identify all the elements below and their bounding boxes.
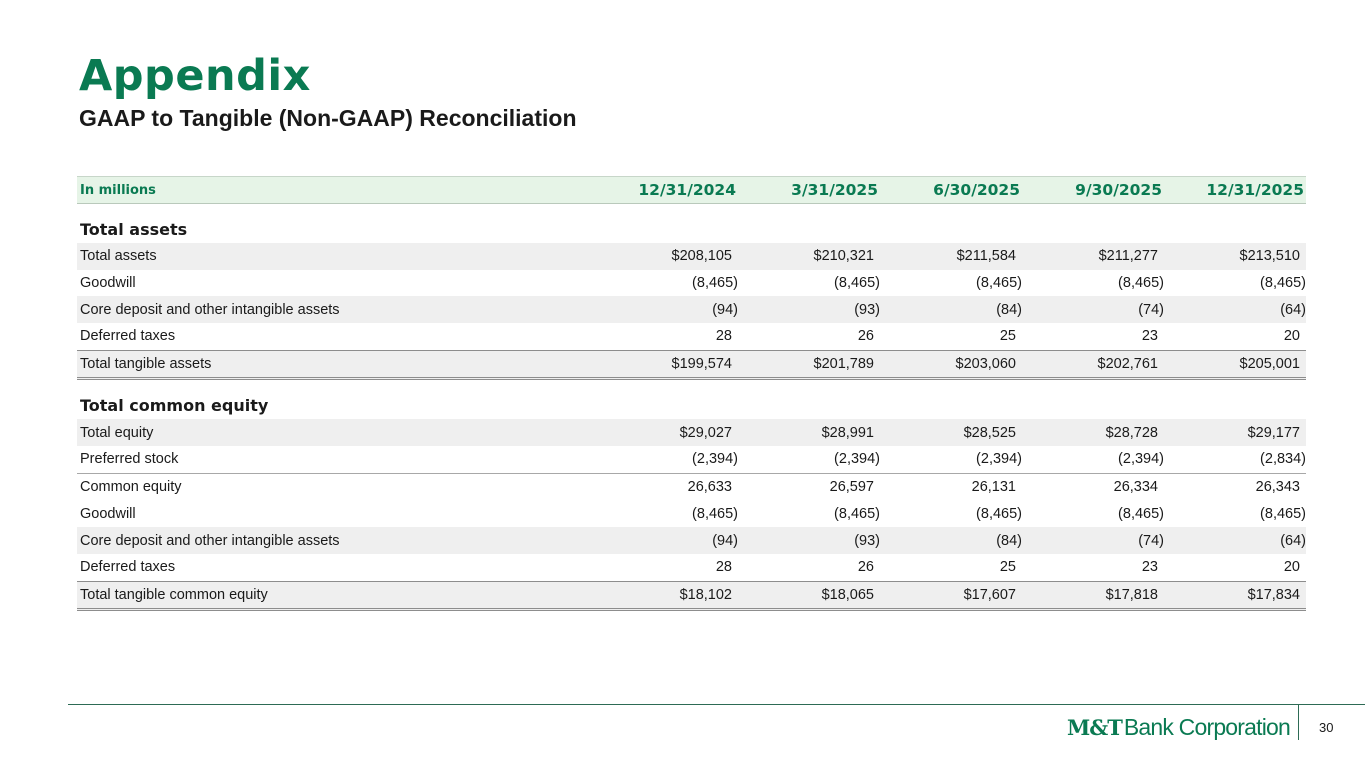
cell: (8,465) bbox=[692, 505, 738, 522]
cell: 28 bbox=[715, 559, 732, 576]
cell: (8,465) bbox=[834, 505, 880, 522]
cell: (8,465) bbox=[976, 505, 1022, 522]
cell: (2,394) bbox=[976, 451, 1022, 468]
cell: $17,818 bbox=[1105, 586, 1158, 603]
column-header: 9/30/2025 bbox=[1075, 181, 1162, 199]
row-label: Total assets bbox=[80, 248, 157, 265]
cell: 23 bbox=[1141, 559, 1158, 576]
row-label: Core deposit and other intangible assets bbox=[80, 532, 340, 549]
cell: (8,465) bbox=[1260, 505, 1306, 522]
page-title: Appendix bbox=[79, 51, 311, 101]
cell: $29,177 bbox=[1247, 424, 1300, 441]
cell: $208,105 bbox=[671, 248, 732, 265]
row-label: Core deposit and other intangible assets bbox=[80, 301, 340, 318]
total-row bbox=[77, 350, 1306, 381]
row-label: Preferred stock bbox=[80, 451, 179, 468]
table-row bbox=[77, 243, 1306, 270]
row-label: Goodwill bbox=[80, 275, 136, 292]
column-header: 6/30/2025 bbox=[933, 181, 1020, 199]
cell: (2,394) bbox=[692, 451, 738, 468]
cell: $17,607 bbox=[963, 586, 1016, 603]
footer-vertical-divider bbox=[1298, 705, 1299, 740]
cell: 23 bbox=[1141, 328, 1158, 345]
row-label: Goodwill bbox=[80, 505, 136, 522]
cell: 26,343 bbox=[1255, 479, 1300, 496]
cell: 26,633 bbox=[687, 479, 732, 496]
cell: 26,131 bbox=[971, 479, 1016, 496]
cell: $202,761 bbox=[1097, 356, 1158, 373]
section-heading: Total common equity bbox=[80, 396, 269, 416]
cell: $18,065 bbox=[821, 586, 874, 603]
cell: 20 bbox=[1283, 328, 1300, 345]
cell: $211,584 bbox=[956, 248, 1016, 265]
logo-text: Bank Corporation bbox=[1123, 714, 1291, 740]
reconciliation-table bbox=[77, 176, 1306, 611]
row-label: Total tangible common equity bbox=[80, 586, 268, 603]
logo-mark: M&T bbox=[1067, 715, 1122, 740]
cell: $28,991 bbox=[821, 424, 874, 441]
cell: (8,465) bbox=[1118, 505, 1164, 522]
cell: 25 bbox=[999, 328, 1016, 345]
table-row bbox=[77, 323, 1306, 350]
row-label: Total tangible assets bbox=[80, 356, 212, 373]
cell: (64) bbox=[1280, 532, 1306, 549]
table-header-row bbox=[77, 176, 1306, 204]
cell: $28,728 bbox=[1105, 424, 1158, 441]
footer-divider bbox=[68, 704, 1365, 705]
cell: $210,321 bbox=[813, 248, 874, 265]
cell: (94) bbox=[712, 532, 738, 549]
section-heading: Total assets bbox=[80, 220, 188, 239]
column-header: 12/31/2025 bbox=[1206, 181, 1304, 199]
cell: $28,525 bbox=[963, 424, 1016, 441]
cell: 26 bbox=[857, 559, 874, 576]
page-subtitle: GAAP to Tangible (Non-GAAP) Reconciliation bbox=[79, 105, 577, 131]
cell: (94) bbox=[712, 301, 738, 318]
cell: $17,834 bbox=[1247, 586, 1300, 603]
cell: $199,574 bbox=[671, 356, 732, 373]
cell: (2,394) bbox=[1118, 451, 1164, 468]
table-row bbox=[77, 501, 1306, 528]
cell: $205,001 bbox=[1239, 356, 1300, 373]
cell: $213,510 bbox=[1239, 248, 1300, 265]
table-row bbox=[77, 473, 1306, 501]
cell: (2,834) bbox=[1260, 451, 1306, 468]
table-row bbox=[77, 270, 1306, 297]
unit-label: In millions bbox=[80, 182, 156, 198]
cell: (8,465) bbox=[1260, 275, 1306, 292]
cell: (2,394) bbox=[834, 451, 880, 468]
cell: $211,277 bbox=[1098, 248, 1158, 265]
row-label: Total equity bbox=[80, 424, 154, 441]
table-row bbox=[77, 446, 1306, 473]
cell: (93) bbox=[854, 301, 880, 318]
column-header: 12/31/2024 bbox=[638, 181, 736, 199]
cell: 26,597 bbox=[829, 479, 874, 496]
page-number: 30 bbox=[1319, 720, 1334, 735]
cell: 25 bbox=[999, 559, 1016, 576]
table-row bbox=[77, 419, 1306, 446]
cell: 28 bbox=[715, 328, 732, 345]
row-label: Deferred taxes bbox=[80, 328, 176, 345]
cell: (8,465) bbox=[692, 275, 738, 292]
cell: (84) bbox=[996, 532, 1022, 549]
cell: 20 bbox=[1283, 559, 1300, 576]
column-header: 3/31/2025 bbox=[791, 181, 878, 199]
row-label: Deferred taxes bbox=[80, 559, 176, 576]
cell: $18,102 bbox=[679, 586, 732, 603]
row-label: Common equity bbox=[80, 479, 182, 496]
cell: (64) bbox=[1280, 301, 1306, 318]
cell: (93) bbox=[854, 532, 880, 549]
cell: $203,060 bbox=[955, 356, 1016, 373]
cell: (8,465) bbox=[834, 275, 880, 292]
cell: $29,027 bbox=[679, 424, 732, 441]
cell: (8,465) bbox=[1118, 275, 1164, 292]
cell: $201,789 bbox=[813, 356, 874, 373]
table-row bbox=[77, 554, 1306, 581]
table-row bbox=[77, 527, 1306, 554]
cell: (8,465) bbox=[976, 275, 1022, 292]
cell: 26,334 bbox=[1113, 479, 1158, 496]
cell: (84) bbox=[996, 301, 1022, 318]
total-row bbox=[77, 581, 1306, 612]
table-row bbox=[77, 296, 1306, 323]
cell: (74) bbox=[1138, 301, 1164, 318]
company-logo bbox=[1067, 714, 1290, 744]
cell: (74) bbox=[1138, 532, 1164, 549]
cell: 26 bbox=[857, 328, 874, 345]
